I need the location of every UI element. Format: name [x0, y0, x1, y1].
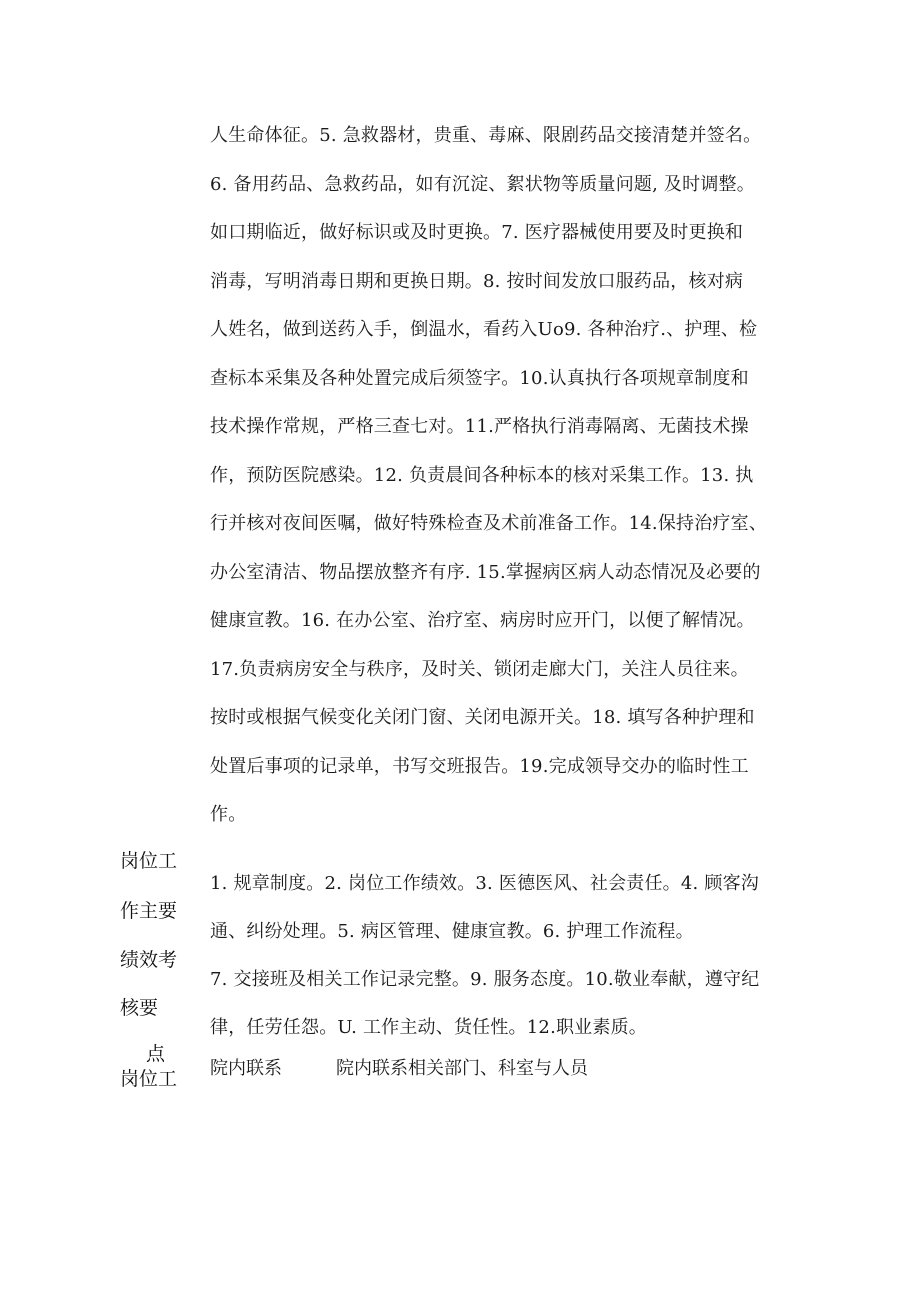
job-duties-text — [210, 112, 810, 840]
duty-line: 健康宣教。16. 在办公室、治疗室、病房时应开门，以便了解情况。 — [210, 610, 755, 631]
contact-content: 院内联系相关部门、科室与人员 — [336, 1058, 588, 1079]
duty-line: 处置后事项的记录单，书写交班报告。19.完成领导交办的临时性工 — [210, 755, 749, 777]
duty-line: 办公室清洁、物品摆放整齐有序. 15.掌握病区病人动态情况及必要的 — [210, 561, 761, 583]
duty-line: 17.负责病房安全与秩序，及时关、锁闭走廊大门，关注人员往来。 — [210, 658, 749, 680]
kpi-label-line: 点 — [146, 1043, 166, 1065]
kpi-label-line: 作主要 — [120, 900, 178, 922]
kpi-line: 通、纠纷处理。5. 病区管理、健康宣教。6. 护理工作流程。 — [210, 921, 694, 942]
kpi-label-line: 绩效考 — [120, 949, 178, 971]
duty-line: 作。 — [210, 804, 247, 825]
kpi-line: 7. 交接班及相关工作记录完整。9. 服务态度。10.敬业奉献，遵守纪 — [210, 969, 760, 990]
contact-label: 岗位工 — [120, 1068, 178, 1090]
duty-line: 6. 备用药品、急救药品，如有沉淀、絮状物等质量问题, 及时调整。 — [210, 173, 755, 195]
duty-line: 按时或根据气候变化关闭门窗、关闭电源开关。18. 填写各种护理和 — [210, 707, 755, 728]
duty-line: 行并核对夜间医嘱，做好特殊检查及术前准备工作。14.保持治疗室、 — [210, 513, 768, 534]
duty-line: 技术操作常规，严格三查七对。11.严格执行消毒隔离、无菌技术操 — [210, 416, 749, 437]
duty-line: 消毒，写明消毒日期和更换日期。8. 按时间发放口服药品，核对病 — [210, 270, 744, 292]
duty-line: 如口期临近，做好标识或及时更换。7. 医疗器械使用要及时更换和 — [210, 222, 744, 243]
kpi-content-text — [210, 860, 810, 1052]
kpi-line: 律，任劳任怨。U. 工作主动、货任性。12.职业素质。 — [210, 1017, 647, 1038]
kpi-line: 1. 规章制度。2. 岗位工作绩效。3. 医德医风、社会责任。4. 顾客沟 — [210, 873, 759, 894]
kpi-label-line: 岗位工 — [120, 850, 178, 872]
contact-sub-label: 院内联系 — [210, 1058, 282, 1079]
duty-line: 人生命体征。5. 急救器材，贵重、毒麻、限剧药品交接清楚并签名。 — [210, 125, 762, 146]
duty-line: 人姓名，做到送药入手，倒温水，看药入Uo9. 各种治疗.、护理、检 — [210, 319, 758, 340]
duty-line: 作，预防医院感染。12. 负责晨间各种标本的核对采集工作。13. 执 — [210, 464, 754, 486]
kpi-label-line: 核要 — [120, 997, 159, 1019]
duty-line: 查标本采集及各种处置完成后须签字。10.认真执行各项规章制度和 — [210, 367, 749, 389]
